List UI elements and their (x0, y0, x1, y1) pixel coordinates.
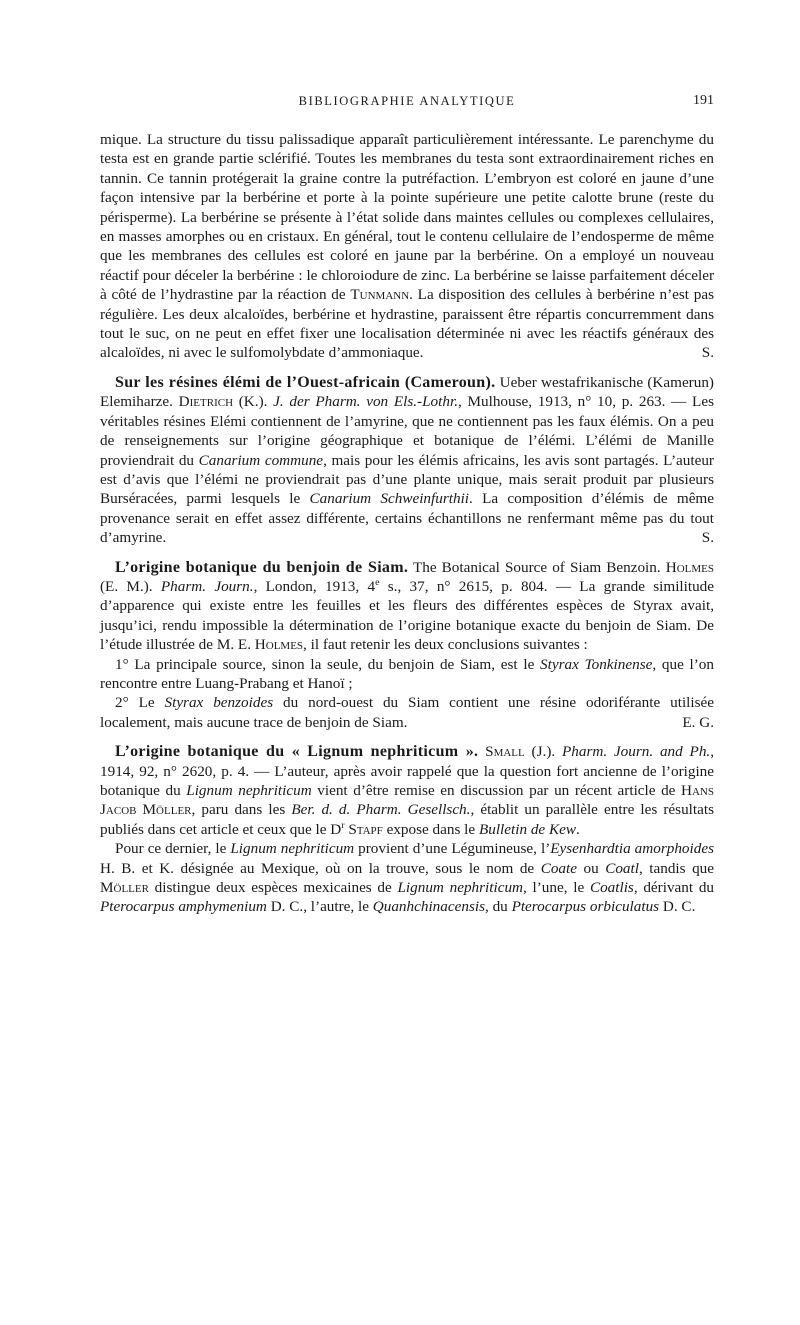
entry-benjoin-siam (100, 558, 714, 733)
species-name: Coatlis (589, 879, 634, 897)
species-name: Quanhchinacensis (372, 898, 485, 916)
paragraph: Pour ce dernier, le Lignum nephriticum provient d’une Légumineuse, l’Eysenhardtia amorphoides H. B. et K. désignée au Mexique, où on la trouve, sous le nom de Coate ou Coatl, tandis que Möller distingue deux espèces mexicaines de Lignum nephriticum, l’une, le Coatlis, dérivant du Pterocarpus amphymenium D. C., l’autre, le Quanhchinacensis, du Pterocarpus orbiculatus D. C. (100, 840, 715, 916)
author-name: Stapf (348, 820, 383, 838)
author-name: Small (485, 743, 525, 761)
entry-heading: L’origine botanique du « Lignum nephriticum ». (115, 743, 479, 761)
author-name: Dietrich (178, 393, 234, 411)
species-name: Canarium commune (198, 451, 324, 469)
running-header (100, 94, 714, 116)
entry-berberine-continuation (100, 130, 714, 363)
paragraph: L’origine botanique du benjoin de Siam. The Botanical Source of Siam Benzoin. Holmes (E. M.). Pharm. Journ., London, 1913, 4e s., 37, n° 2615, p. 804. — La grande similitude d’apparence qui existe entre les feuilles et les fleurs des différentes espèces de Styrax avait, jusqu’ici, rendu impossible la détermination de l’origine botanique exacte du benjoin de Siam. De l’étude illustrée de M. E. Holmes, il faut retenir les deux conclusions suivantes : (100, 558, 714, 654)
species-name: Styrax Tonkinense (540, 655, 653, 673)
signature: E. G. (682, 713, 714, 731)
entry-lignum-nephriticum (100, 742, 714, 917)
species-name: Canarium Schweinfurthii (309, 490, 470, 508)
signature: S. (701, 529, 714, 547)
page-number: 191 (693, 93, 714, 108)
journal-title: Bulletin de Kew (478, 820, 576, 838)
author-name: Holmes (665, 558, 714, 576)
species-name: Eysenhardtia amorphoides (550, 840, 714, 858)
paragraph: Sur les résines élémi de l’Ouest-africain (Cameroun). Ueber westafrikanische (Kamerun) Elemiharze. Dietrich (K.). J. der Pharm. von Els.-Lothr., Mulhouse, 1913, n° 10, p. 263. — Les véritables résines Elémi contiennent de l’amyrine, que ne contiennent pas les faux élémis. On a peu de renseignements sur l’origine géographique et botanique de l’élémi. L’élémi de Manille proviendrait du Canarium commune, mais pour les élémis africains, les avis sont partagés. L’auteur est d’avis que l’élémi ne proviendrait pas d’une plante unique, mais serait produit par plusieurs Burséracées, parmi lesquels le Canarium Schweinfurthii. La composition d’élémis de même provenance serait en effet assez différente, certains échantillons ne renfermant même pas du tout d’amyrine. S. (100, 373, 714, 547)
entry-heading: L’origine botanique du benjoin de Siam. (115, 558, 409, 576)
journal-title: J. der Pharm. von Els.-Lothr. (273, 393, 458, 411)
species-name: Lignum nephriticum (230, 840, 355, 858)
paragraph: 2° Le Styrax benzoides du nord-ouest du Siam contient une résine odoriférante utilisée localement, mais aucune trace de benjoin de Siam. E. G. (100, 694, 714, 731)
entry-heading: Sur les résines élémi de l’Ouest-africain (Cameroun). (115, 373, 496, 391)
paragraph: L’origine botanique du « Lignum nephriticum ». Small (J.). Pharm. Journ. and Ph., 1914, 92, n° 2620, p. 4. — L’auteur, après avoir rappelé que la question fort ancienne de l’origine botanique du Lignum nephriticum vient d’être remise en discussion par un récent article de Hans Jacob Möller, paru dans les Ber. d. d. Pharm. Gesellsch., établit un parallèle entre les résultats publiés dans cet article et ceux que le $D^r$ Stapf expose dans le Bulletin de Kew. (100, 743, 715, 838)
entry-resines-elemi (100, 373, 714, 548)
paragraph: mique. La structure du tissu palissadique apparaît particulièrement intéressante. Le parenchyme du testa est en grande partie sclérifié. Toutes les membranes du testa sont extraordinairement riches en tannin. Ce tannin protégerait la graine contre la putréfaction. L’embryon est coloré en jaune d’une façon intensive par la berbérine et porte à la pointe supérieure une petite calotte brune (reste du périsperme). La berbérine se présente à l’état solide dans maintes cellules ou complexes cellulaires, en masses amorphes ou en cristaux. En général, tout le contenu cellulaire de l’endosperme de même que les membranes des cellules est coloré en jaune par la berbérine. On a employé un nouveau réactif pour déceler la berbérine : le chloroiodure de zinc. La berbérine se laisse parfaitement déceler à côté de l’hydrastine par la réaction de Tunmann. La disposition des cellules à berbérine n’est pas régulière. Les deux alcaloïdes, berbérine et hydrastine, paraissent être répartis concurremment dans tout le suc, on ne peut en effet fixer une localisation déterminée ni avec les réactifs généraux des alcaloïdes, ni avec le sulfomolybdate d’ammoniaque. S. (100, 131, 714, 362)
author-name: Tunmann (350, 286, 410, 304)
species-name: Pterocarpus orbiculatus (511, 898, 660, 916)
journal-title: Pharm. Journ. (160, 577, 254, 595)
author-name: Hans Jacob Möller (100, 782, 714, 819)
paragraph: 1° La principale source, sinon la seule, du benjoin de Siam, est le Styrax Tonkinense, que l’on rencontre entre Luang-Prabang et Hanoï ; (100, 655, 714, 692)
journal-title: Ber. d. d. Pharm. Gesellsch. (291, 801, 471, 819)
species-name: Styrax benzoides (164, 694, 274, 712)
journal-title: Pharm. Journ. and Ph. (561, 743, 711, 761)
author-name: Möller (100, 879, 149, 897)
species-name: Pterocarpus amphymenium (100, 898, 267, 916)
author-name: Holmes (254, 636, 304, 654)
species-name: Lignum nephriticum (397, 879, 524, 897)
species-name: Coate (540, 859, 577, 877)
signature: S. (701, 344, 714, 362)
species-name: Lignum nephriticum (186, 782, 312, 799)
species-name: Coatl (605, 859, 639, 877)
running-title: BIBLIOGRAPHIE ANALYTIQUE (298, 94, 516, 108)
